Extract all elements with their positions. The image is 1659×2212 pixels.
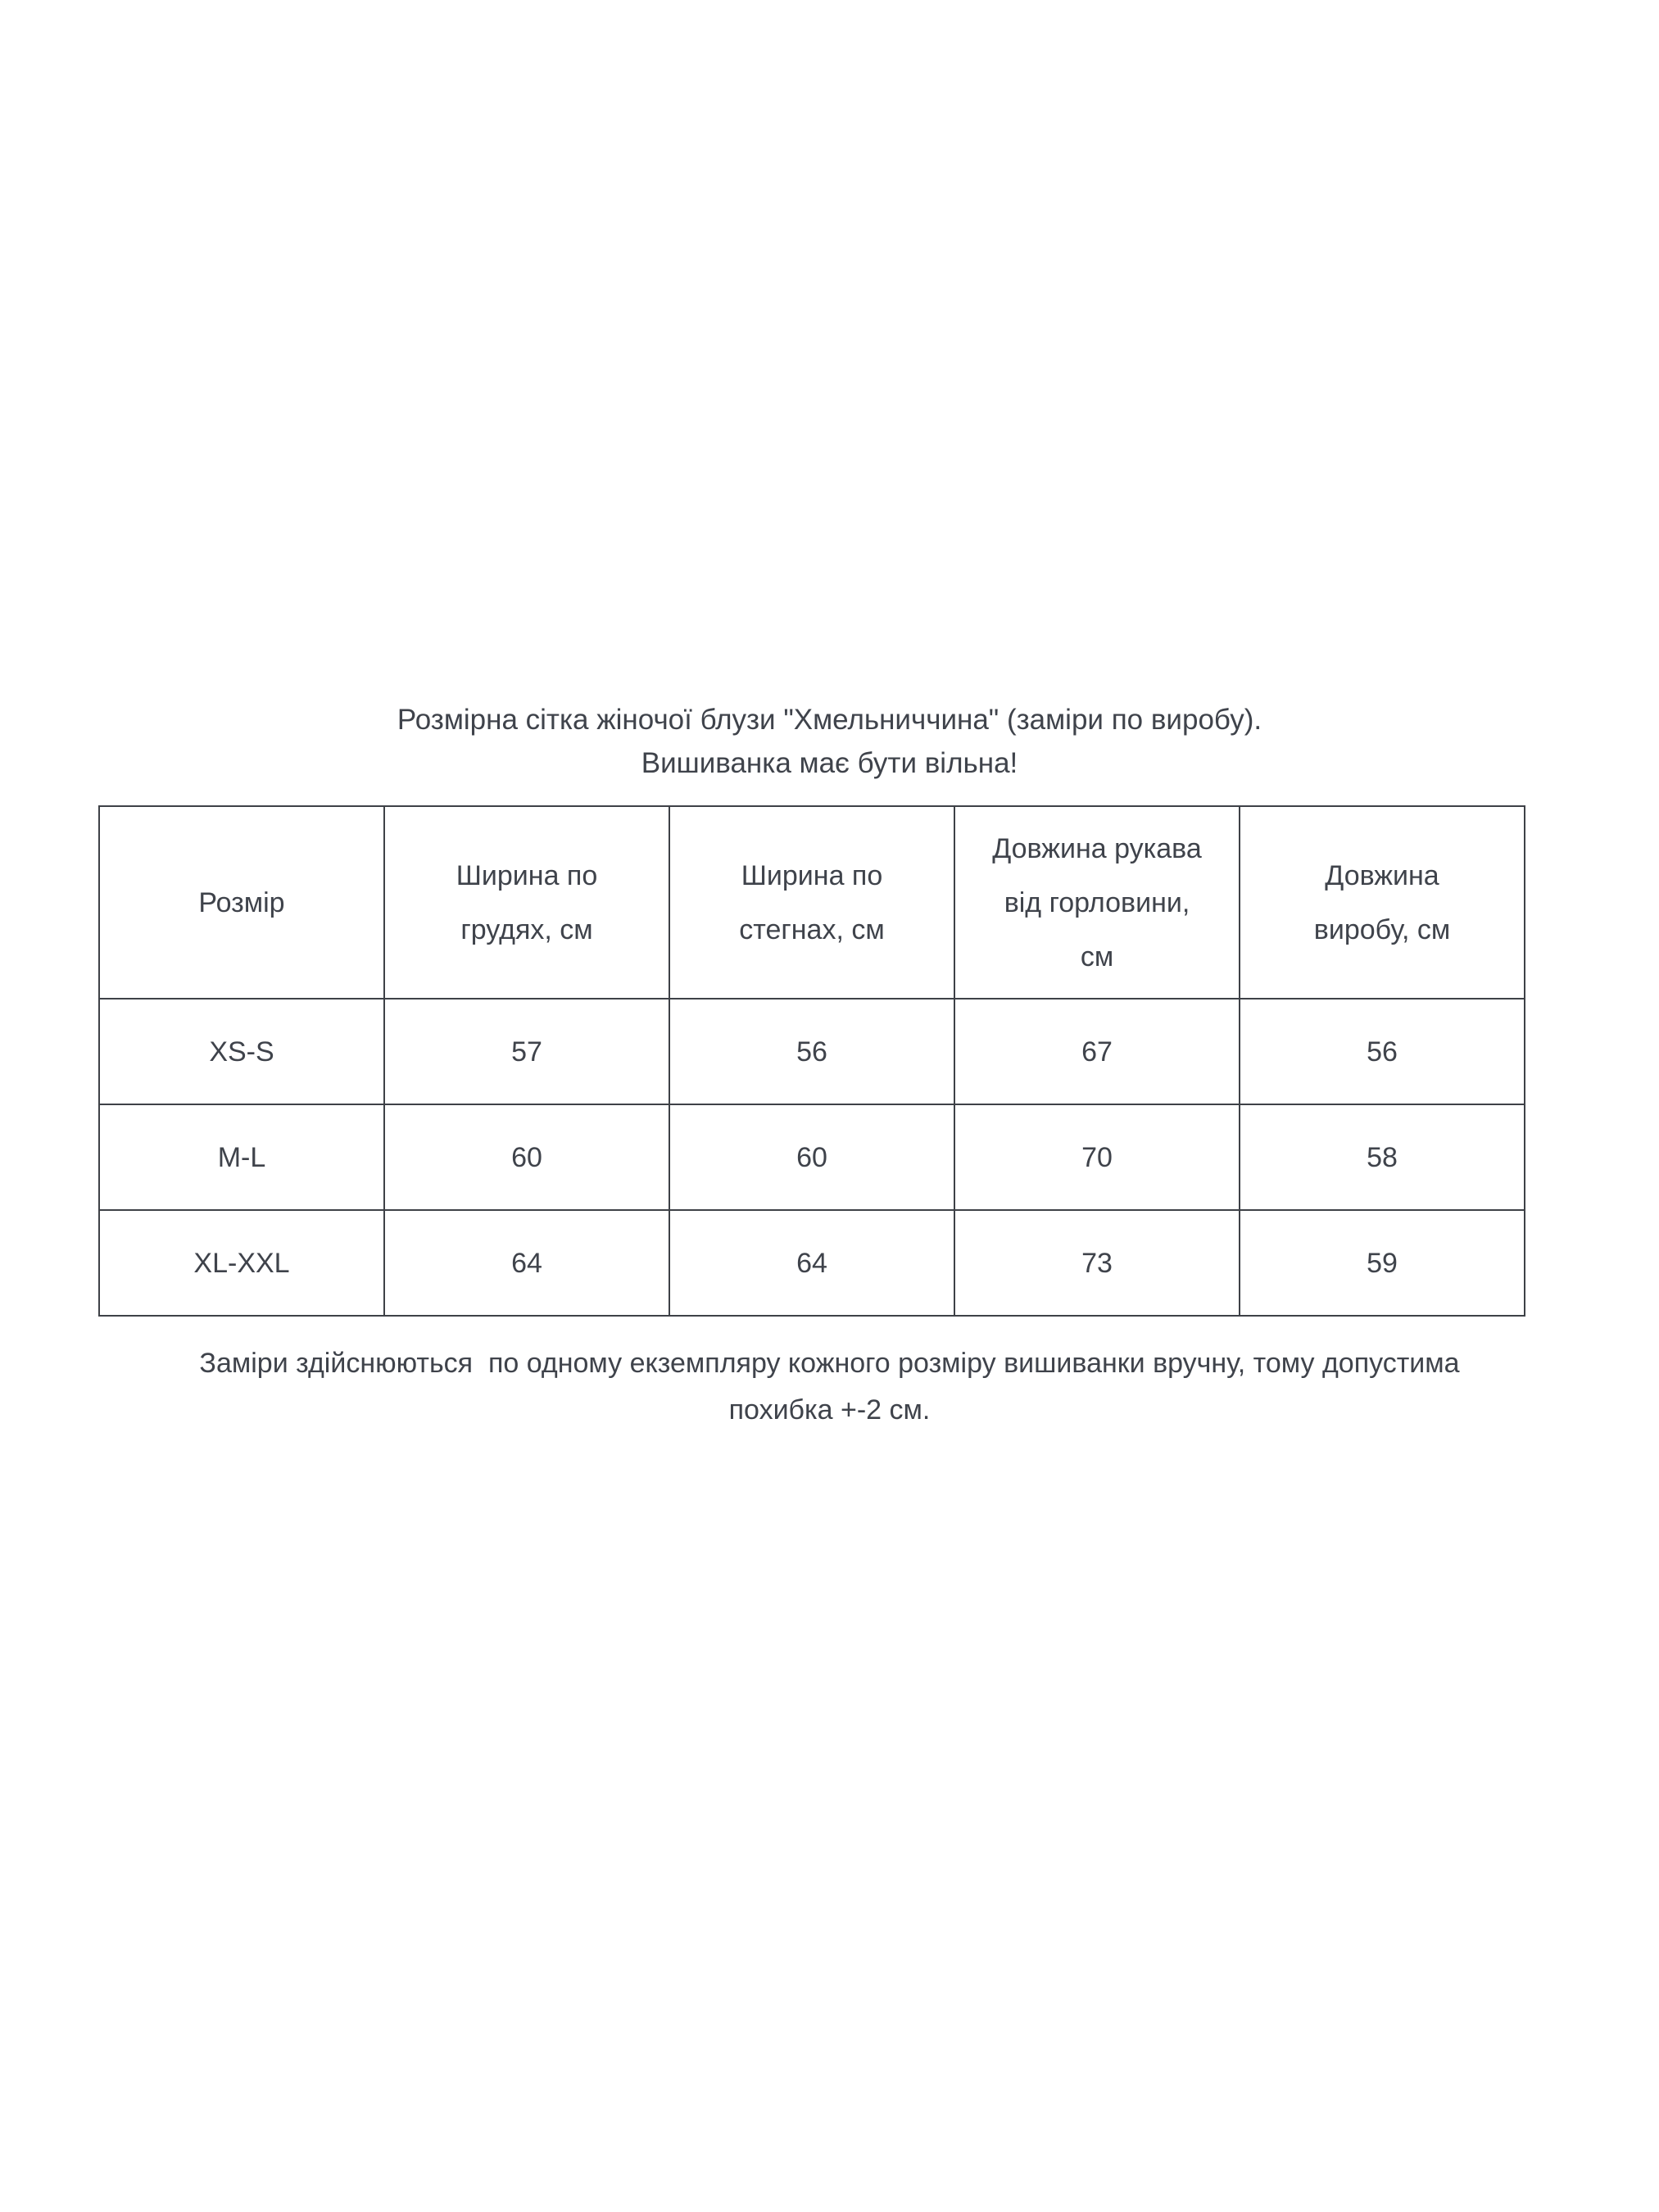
header-line: Ширина по <box>456 859 598 891</box>
header-line: см <box>1080 941 1114 972</box>
cell-sleeve-length: 70 <box>954 1104 1240 1210</box>
note-line-1: Заміри здійснюються по одному екземпляру кожного розміру вишиванки вручну, тому допустима <box>199 1348 1460 1379</box>
header-line: Довжина <box>1325 859 1439 891</box>
cell-product-length: 58 <box>1240 1104 1525 1210</box>
cell-size: XS-S <box>99 999 384 1104</box>
column-header-size <box>99 806 384 999</box>
cell-chest-width: 64 <box>384 1210 669 1316</box>
size-chart-table <box>98 805 1525 1317</box>
cell-chest-width: 57 <box>384 999 669 1104</box>
header-line: виробу, см <box>1313 913 1451 945</box>
cell-product-length: 59 <box>1240 1210 1525 1316</box>
cell-product-length: 56 <box>1240 999 1525 1104</box>
cell-size: XL-XXL <box>99 1210 384 1316</box>
table-row-m-l <box>99 1104 1525 1210</box>
cell-hip-width: 60 <box>669 1104 954 1210</box>
header-line: Розмір <box>198 886 285 918</box>
cell-sleeve-length: 73 <box>954 1210 1240 1316</box>
page-title-line-2: Вишиванка має бути вільна! <box>641 747 1018 779</box>
cell-sleeve-length: 67 <box>954 999 1240 1104</box>
cell-hip-width: 56 <box>669 999 954 1104</box>
header-line: грудях, см <box>460 913 593 945</box>
table-row-xl-xxl <box>99 1210 1525 1316</box>
cell-size: M-L <box>99 1104 384 1210</box>
cell-hip-width: 64 <box>669 1210 954 1316</box>
note-line-2: похибка +-2 см. <box>728 1394 931 1426</box>
page-title-line-1: Розмірна сітка жіночої блузи "Хмельниччина" (заміри по виробу). <box>397 704 1262 736</box>
table-row-xs-s <box>99 999 1525 1104</box>
measurement-note <box>0 1340 1659 1434</box>
table-header-row <box>99 806 1525 999</box>
header-line: Ширина по <box>741 859 883 891</box>
page-title <box>0 698 1659 785</box>
column-header-hip-width <box>669 806 954 999</box>
column-header-chest-width <box>384 806 669 999</box>
header-line: Довжина рукава <box>992 832 1202 864</box>
column-header-product-length <box>1240 806 1525 999</box>
header-line: стегнах, см <box>739 913 885 945</box>
column-header-sleeve-length <box>954 806 1240 999</box>
header-line: від горловини, <box>1004 886 1190 918</box>
cell-chest-width: 60 <box>384 1104 669 1210</box>
